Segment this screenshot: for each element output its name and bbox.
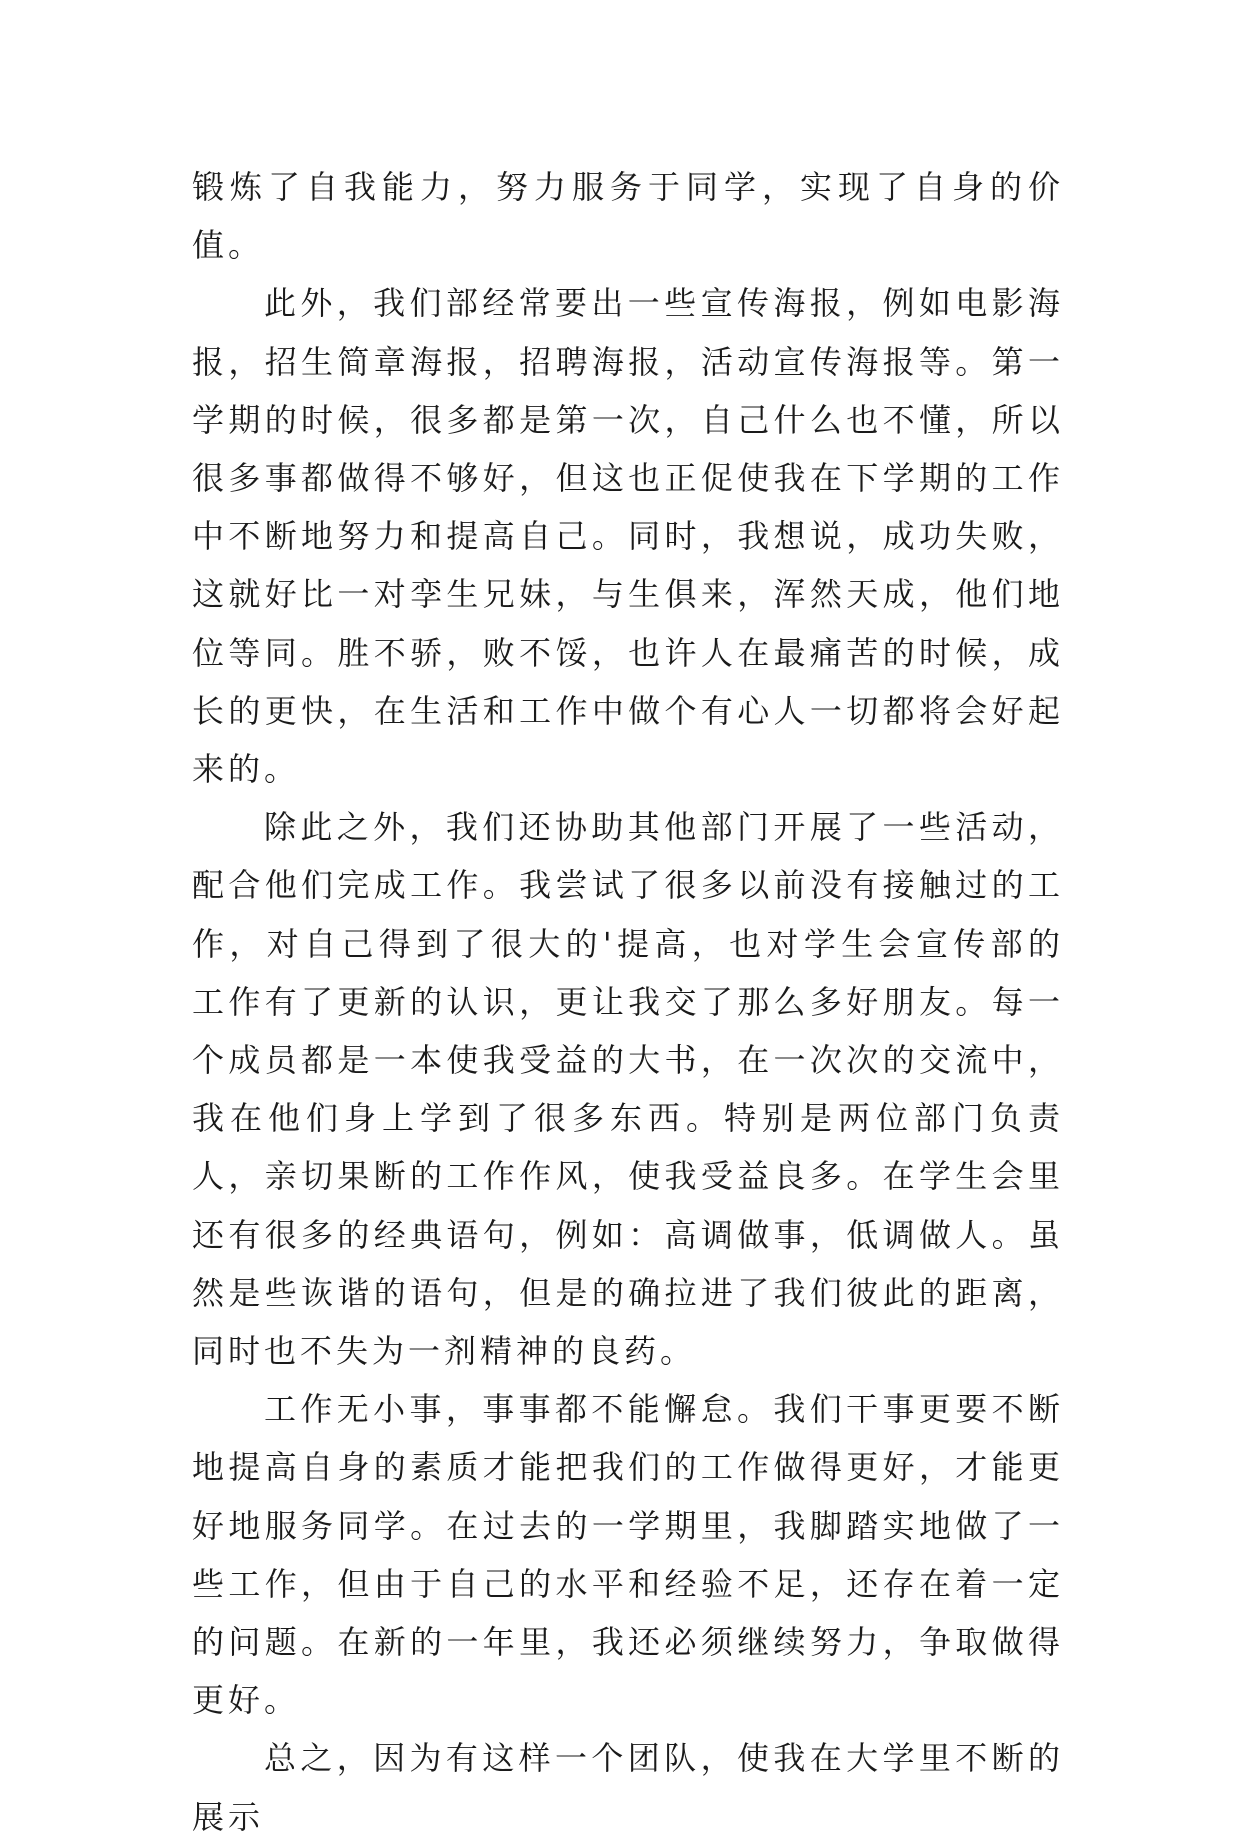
document-body [192,158,1064,1846]
paragraph-posters: 此外，我们部经常要出一些宣传海报，例如电影海报，招生简章海报，招聘海报，活动宣传海报等。第一学期的时候，很多都是第一次，自己什么也不懂，所以很多事都做得不够好，但这也正促使我在下学期的工作中不断地努力和提高自己。同时，我想说，成功失败，这就好比一对孪生兄妹，与生俱来，浑然天成，他们地位等同。胜不骄，败不馁，也许人在最痛苦的时候，成长的更快，在生活和工作中做个有心人一切都将会好起来的。 [192,284,1064,789]
paragraph-continuation: 锻炼了自我能力，努力服务于同学，实现了自身的价值。 [192,168,1064,265]
paragraph-summary: 总之，因为有这样一个团队，使我在大学里不断的展示 [192,1739,1064,1836]
paragraph-work-attitude: 工作无小事，事事都不能懈怠。我们干事更要不断地提高自身的素质才能把我们的工作做得更好，才能更好地服务同学。在过去的一学期里，我脚踏实地做了一些工作，但由于自己的水平和经验不足，还存在着一定的问题。在新的一年里，我还必须继续努力，争取做得更好。 [192,1390,1064,1720]
paragraph-cooperation: 除此之外，我们还协助其他部门开展了一些活动，配合他们完成工作。我尝试了很多以前没有接触过的工作，对自己得到了很大的'提高，也对学生会宣传部的工作有了更新的认识，更让我交了那么多好朋友。每一个成员都是一本使我受益的大书，在一次次的交流中，我在他们身上学到了很多东西。特别是两位部门负责人，亲切果断的工作作风，使我受益良多。在学生会里还有很多的经典语句，例如：高调做事，低调做人。虽然是些诙谐的语句，但是的确拉进了我们彼此的距离，同时也不失为一剂精神的良药。 [192,808,1064,1371]
